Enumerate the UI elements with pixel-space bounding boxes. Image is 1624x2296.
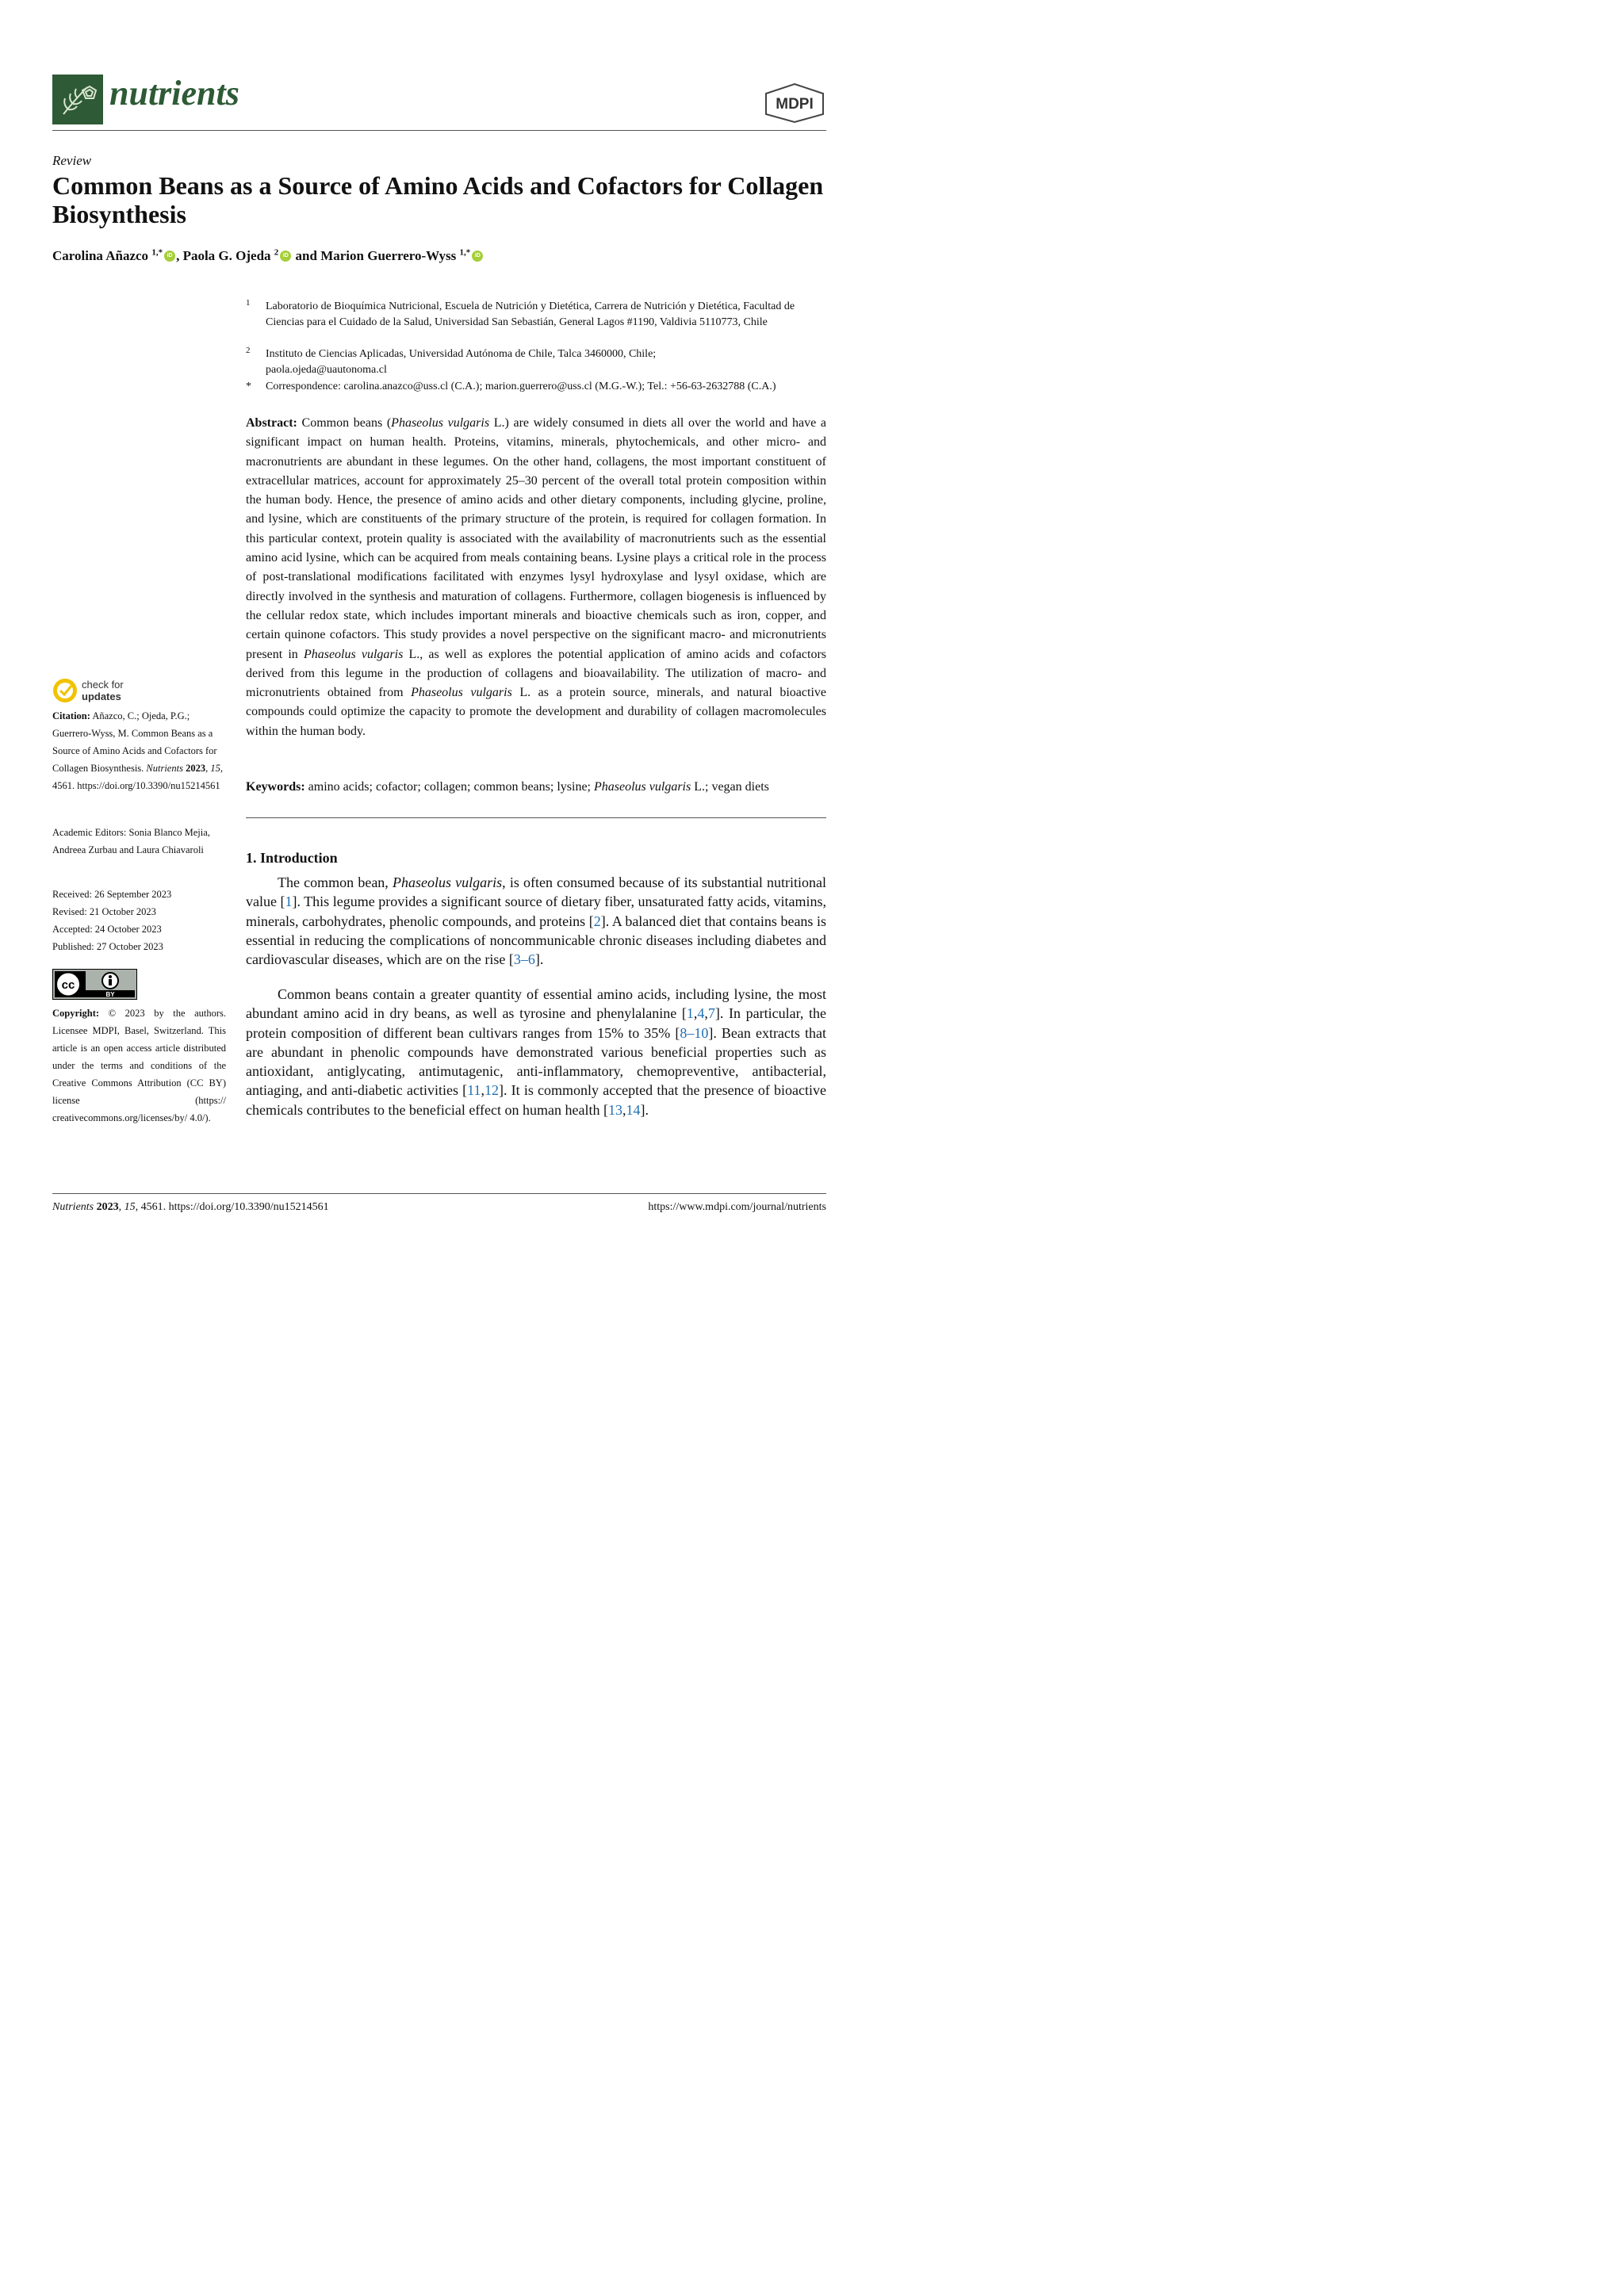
- mdpi-logo[interactable]: [763, 82, 826, 124]
- journal-url-link[interactable]: https://www.mdpi.com/journal/nutrients: [648, 1201, 826, 1213]
- abstract-divider: [246, 817, 826, 818]
- affiliation-text: Laboratorio de Bioquímica Nutricional, Escuela de Nutrición y Dietética, Carrera de Nutrición y Dietética, Facultad de Ciencias para el Cuidado de la Salud, Universidad San Sebastián, General Lagos #1190, Valdivia 5110773, Chile: [266, 300, 795, 328]
- reference-link[interactable]: 1: [285, 894, 293, 910]
- species-name: Phaseolus vulgaris: [303, 647, 404, 661]
- species-name: Phaseolus vulgaris: [594, 780, 691, 794]
- reference-link[interactable]: 11: [467, 1082, 481, 1099]
- copyright-label: Copyright:: [52, 1008, 100, 1019]
- reference-link[interactable]: 13: [608, 1101, 622, 1118]
- intro-paragraph-1: The common bean, Phaseolus vulgaris, is often consumed because of its substantial nutritional value [1]. This legume provides a significant source of dietary fiber, unsaturated fatty acids, vitamins, minerals, carbohydrates, phenolic compounds, and proteins [2]. A balanced diet that contains beans is essential in reducing the complications of noncommunicable chronic diseases including diabetes and cardiovascular diseases, which are on the rise [3–6].: [246, 874, 826, 968]
- journal-logo-icon: [52, 75, 103, 124]
- article-title: Common Beans as a Source of Amino Acids and Cofactors for Collagen Biosynthesis: [52, 171, 824, 228]
- intro-paragraph-2: Common beans contain a greater quantity of essential amino acids, including lysine, the most abundant amino acid in dry beans, as well as tyrosine and phenylalanine [1,4,7]. In particular, the protein composition of different bean cultivars ranges from 15% to 35% [8–10]. Bean extracts that are abundant in phenolic compounds have demonstrated various beneficial properties such as antioxidant, antiglycating, antimutagenic, anti-inflammatory, chemopreventive, antibacterial, antiaging, and anti-diabetic activities [11,12]. It is commonly accepted that the presence of bioactive chemicals contributes to the beneficial effect on human health [13,14].: [246, 986, 827, 1118]
- reference-link[interactable]: 8–10: [680, 1024, 709, 1041]
- academic-editors: Academic Editors: Sonia Blanco Mejia, Andreea Zurbau and Laura Chiavaroli: [52, 827, 210, 855]
- section-heading: 1. Introduction: [246, 850, 338, 866]
- check-for-updates-badge[interactable]: [52, 677, 140, 704]
- abstract-label: Abstract:: [246, 416, 297, 430]
- svg-text:updates: updates: [82, 691, 121, 702]
- reference-link[interactable]: 3–6: [513, 951, 535, 968]
- header-divider: [52, 130, 826, 131]
- cc-by-license-icon[interactable]: [52, 969, 137, 1000]
- accepted-date: Accepted: 24 October 2023: [52, 924, 162, 935]
- author-name: Carolina Añazco: [52, 248, 149, 263]
- published-date: Published: 27 October 2023: [52, 941, 163, 952]
- svg-text:MDPI: MDPI: [776, 96, 814, 113]
- author-affiliation-mark: 1,*: [151, 247, 163, 258]
- author-affiliation-mark: 2: [274, 247, 279, 258]
- reference-link[interactable]: 4: [697, 1005, 705, 1022]
- copyright-notice: Copyright: © 2023 by the authors. Licensee MDPI, Basel, Switzerland. This article is an open access article distributed under the terms and conditions of the Creative Commons Attribution (CC BY) license (https:// creativecommons.org/licenses/by/ 4.0/).: [52, 1008, 226, 1123]
- species-name: Phaseolus vulgaris: [391, 416, 490, 430]
- keywords-label: Keywords:: [246, 780, 305, 794]
- citation-label: Citation:: [52, 710, 90, 721]
- svg-text:BY: BY: [105, 991, 115, 998]
- affiliation-text: Instituto de Ciencias Aplicadas, Universidad Autónoma de Chile, Talca 3460000, Chile; paola.ojeda@uautonoma.cl: [266, 348, 657, 376]
- species-name: Phaseolus vulgaris: [411, 686, 512, 700]
- author-affiliation-mark: 1,*: [459, 247, 471, 258]
- reference-link[interactable]: 2: [593, 913, 601, 929]
- publication-dates: [52, 886, 227, 955]
- journal-name: nutrients: [109, 74, 239, 113]
- revised-date: Revised: 21 October 2023: [52, 906, 156, 917]
- affiliation-marker: *: [246, 381, 251, 392]
- affiliation-marker: 2: [246, 346, 251, 355]
- author-name: Paola G. Ojeda: [182, 248, 271, 263]
- footer-divider: [52, 1193, 826, 1194]
- abstract: Abstract: Common beans (Phaseolus vulgaris L.) are widely consumed in diets all over the world and have a significant impact on human health. Proteins, vitamins, minerals, phytochemicals, and other micro- and macronutrients are abundant in these legumes. On the other hand, collagens, the most important constituent of extracellular matrices, account for approximately 25–30 percent of the overall total protein composition within the human body. Hence, the presence of amino acids and other dietary components, including glycine, proline, and lysine, which are constituents of the primary structure of the protein, is required for collagen formation. In this particular context, protein quality is associated with the availability of macronutrients such as the essential amino acid lysine, which can be acquired from meals containing beans. Lysine plays a critical role in the process of post-translational modifications facilitated with enzymes lysyl hydroxylase and lysyl oxidase, which are directly involved in the synthesis and maturation of collagens. Furthermore, collagen biogenesis is influenced by the cellular redox state, which includes important minerals and bioactive chemicals such as iron, copper, and certain quinone cofactors. This study provides a novel perspective on the significant macro- and micronutrients present in Phaseolus vulgaris L., as well as explores the potential application of amino acids and cofactors derived from this legume in the production of collagens and bioavailability. The utilization of macro- and micronutrients obtained from Phaseolus vulgaris L. as a protein source, minerals, and natural bioactive compounds could optimize the capacity to promote the development and durability of collagen macromolecules within the human body.: [246, 416, 827, 738]
- article-type: Review: [52, 153, 92, 168]
- svg-text:check for: check for: [82, 679, 124, 691]
- orcid-icon[interactable]: iD: [472, 251, 483, 262]
- orcid-icon[interactable]: iD: [164, 251, 175, 262]
- author-list: Carolina Añazco $^{1,*}$ iD , Paola G. Ojeda $^2$ iD and Marion Guerrero-Wyss $^{1,*}$ iD: [52, 248, 484, 264]
- reference-link[interactable]: 1: [686, 1005, 694, 1022]
- reference-link[interactable]: 7: [707, 1005, 715, 1022]
- citation-block: Citation: Añazco, C.; Ojeda, P.G.; Guerrero-Wyss, M. Common Beans as a Source of Amino Acids and Cofactors for Collagen Biosynthesis. Nutrients 2023, 15, 4561. https://doi.org/10.3390/nu15214561: [52, 710, 223, 791]
- reference-link[interactable]: 14: [626, 1101, 641, 1118]
- author-name: Marion Guerrero-Wyss: [320, 248, 457, 263]
- footer-citation: Nutrients 2023, 15, 4561. https://doi.org/10.3390/nu15214561: [52, 1201, 329, 1213]
- reference-link[interactable]: 12: [484, 1082, 499, 1099]
- svg-text:cc: cc: [61, 978, 75, 992]
- keywords: Keywords: amino acids; cofactor; collagen; common beans; lysine; Phaseolus vulgaris L.; vegan diets: [246, 780, 769, 794]
- received-date: Received: 26 September 2023: [52, 889, 172, 900]
- correspondence-text: Correspondence: carolina.anazco@uss.cl (C.A.); marion.guerrero@uss.cl (M.G.-W.); Tel.: +56-63-2632788 (C.A.): [266, 381, 776, 392]
- species-name: Phaseolus vulgaris: [392, 874, 503, 890]
- affiliation-marker: 1: [246, 298, 251, 308]
- orcid-icon[interactable]: iD: [280, 251, 291, 262]
